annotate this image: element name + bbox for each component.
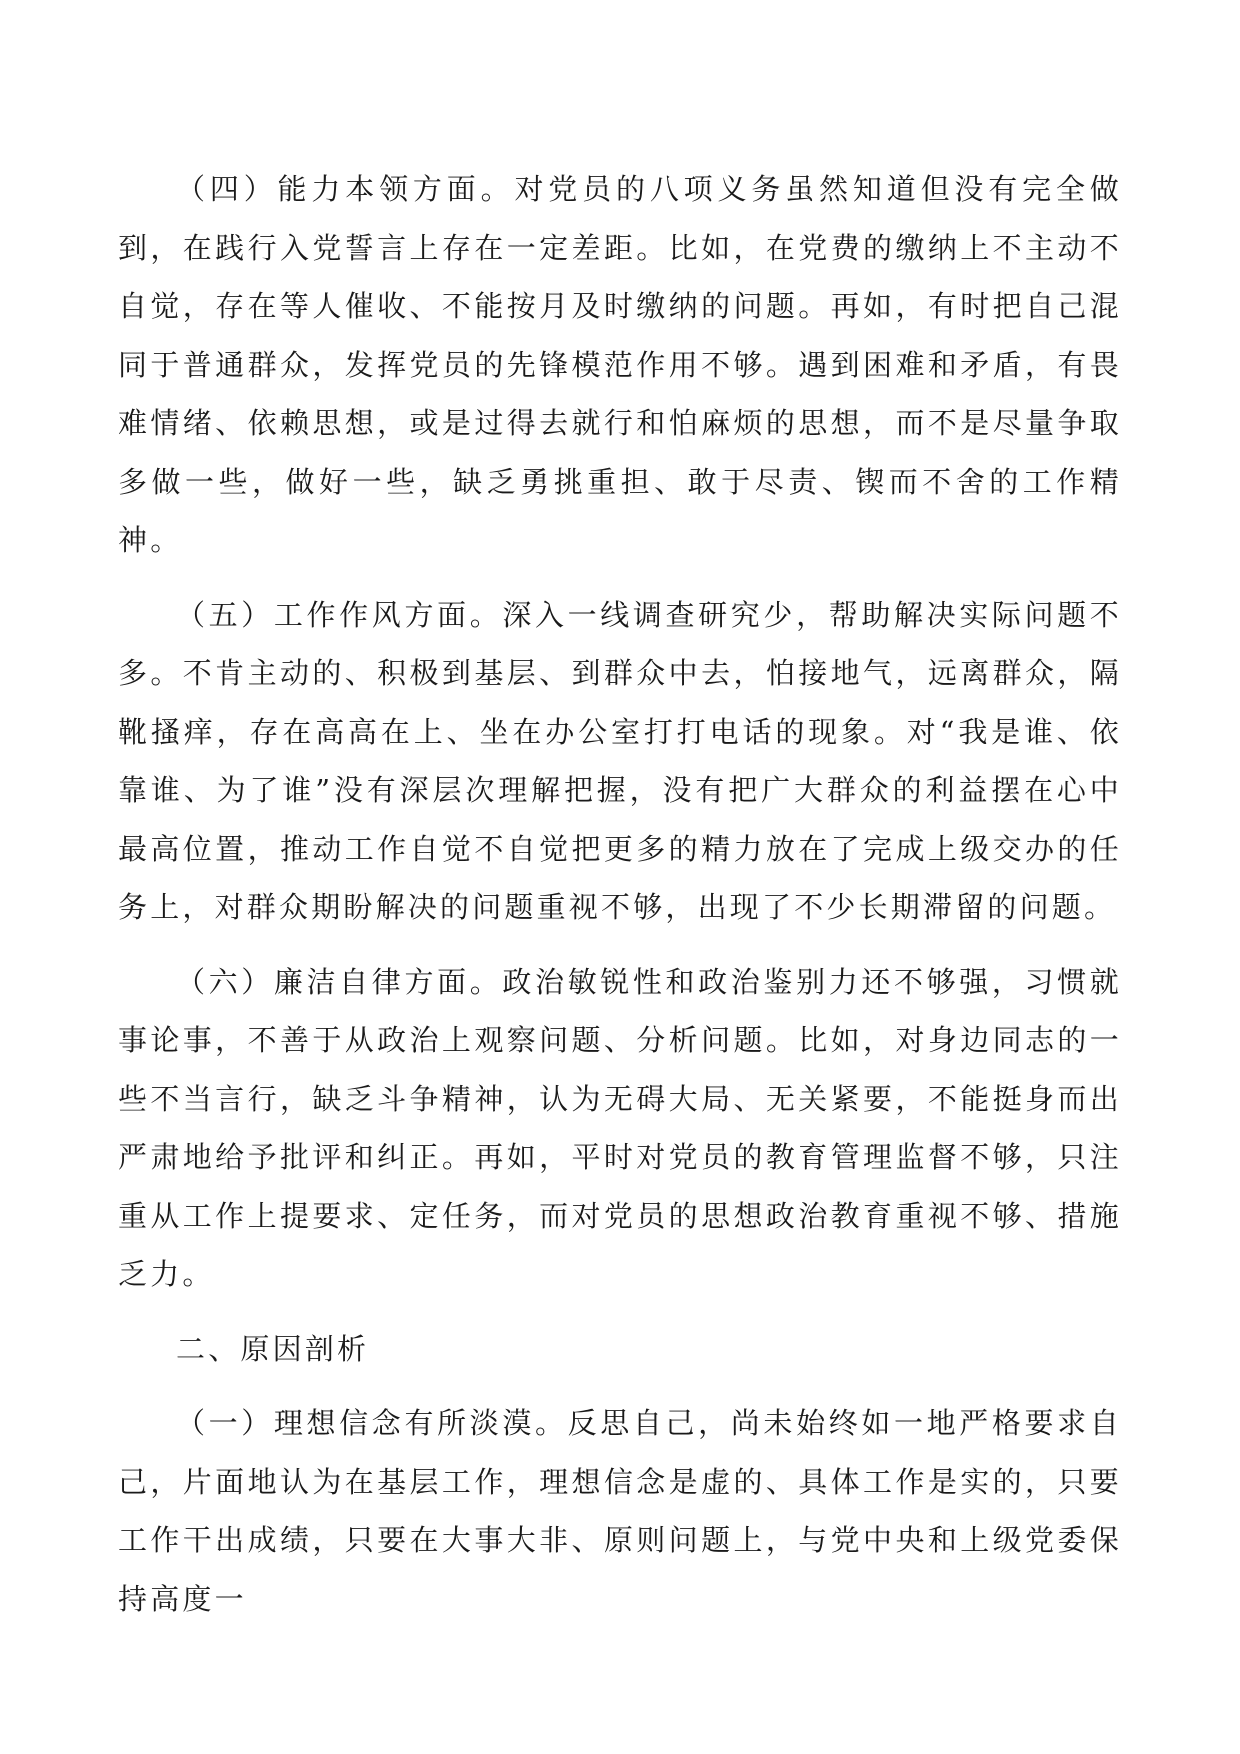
section-heading-cause-analysis: 二、原因剖析 — [176, 1331, 370, 1366]
document-body — [118, 160, 1122, 1628]
paragraph-ability-skills: （四）能力本领方面。对党员的八项义务虽然知道但没有完全做到，在践行入党誓言上存在一定差距。比如，在党费的缴纳上不主动不自觉，存在等人催收、不能按月及时缴纳的问题。再如，有时把自己混同于普通群众，发挥党员的先锋模范作用不够。遇到困难和矛盾，有畏难情绪、依赖思想，或是过得去就行和怕麻烦的思想，而不是尽量争取多做一些，做好一些，缺乏勇挑重担、敢于尽责、锲而不舍的工作精神。 — [118, 172, 1122, 557]
paragraph-work-style: （五）工作作风方面。深入一线调查研究少，帮助解决实际问题不多。不肯主动的、积极到基层、到群众中去，怕接地气，远离群众，隔靴搔痒，存在高高在上、坐在办公室打打电话的现象。对“我是谁、依靠谁、为了谁”没有深层次理解把握，没有把广大群众的利益摆在心中最高位置，推动工作自觉不自觉把更多的精力放在了完成上级交办的任务上，对群众期盼解决的问题重视不够，出现了不少长期滞留的问题。 — [118, 597, 1122, 924]
paragraph-ideals-beliefs: （一）理想信念有所淡漠。反思自己，尚未始终如一地严格要求自己，片面地认为在基层工作，理想信念是虚的、具体工作是实的，只要工作干出成绩，只要在大事大非、原则问题上，与党中央和上级党委保持高度一 — [118, 1406, 1122, 1616]
paragraph-integrity-self-discipline: （六）廉洁自律方面。政治敏锐性和政治鉴别力还不够强，习惯就事论事，不善于从政治上观察问题、分析问题。比如，对身边同志的一些不当言行，缺乏斗争精神，认为无碍大局、无关紧要，不能挺身而出严肃地给予批评和纠正。再如，平时对党员的教育管理监督不够，只注重从工作上提要求、定任务，而对党员的思想政治教育重视不够、措施乏力。 — [118, 964, 1122, 1291]
